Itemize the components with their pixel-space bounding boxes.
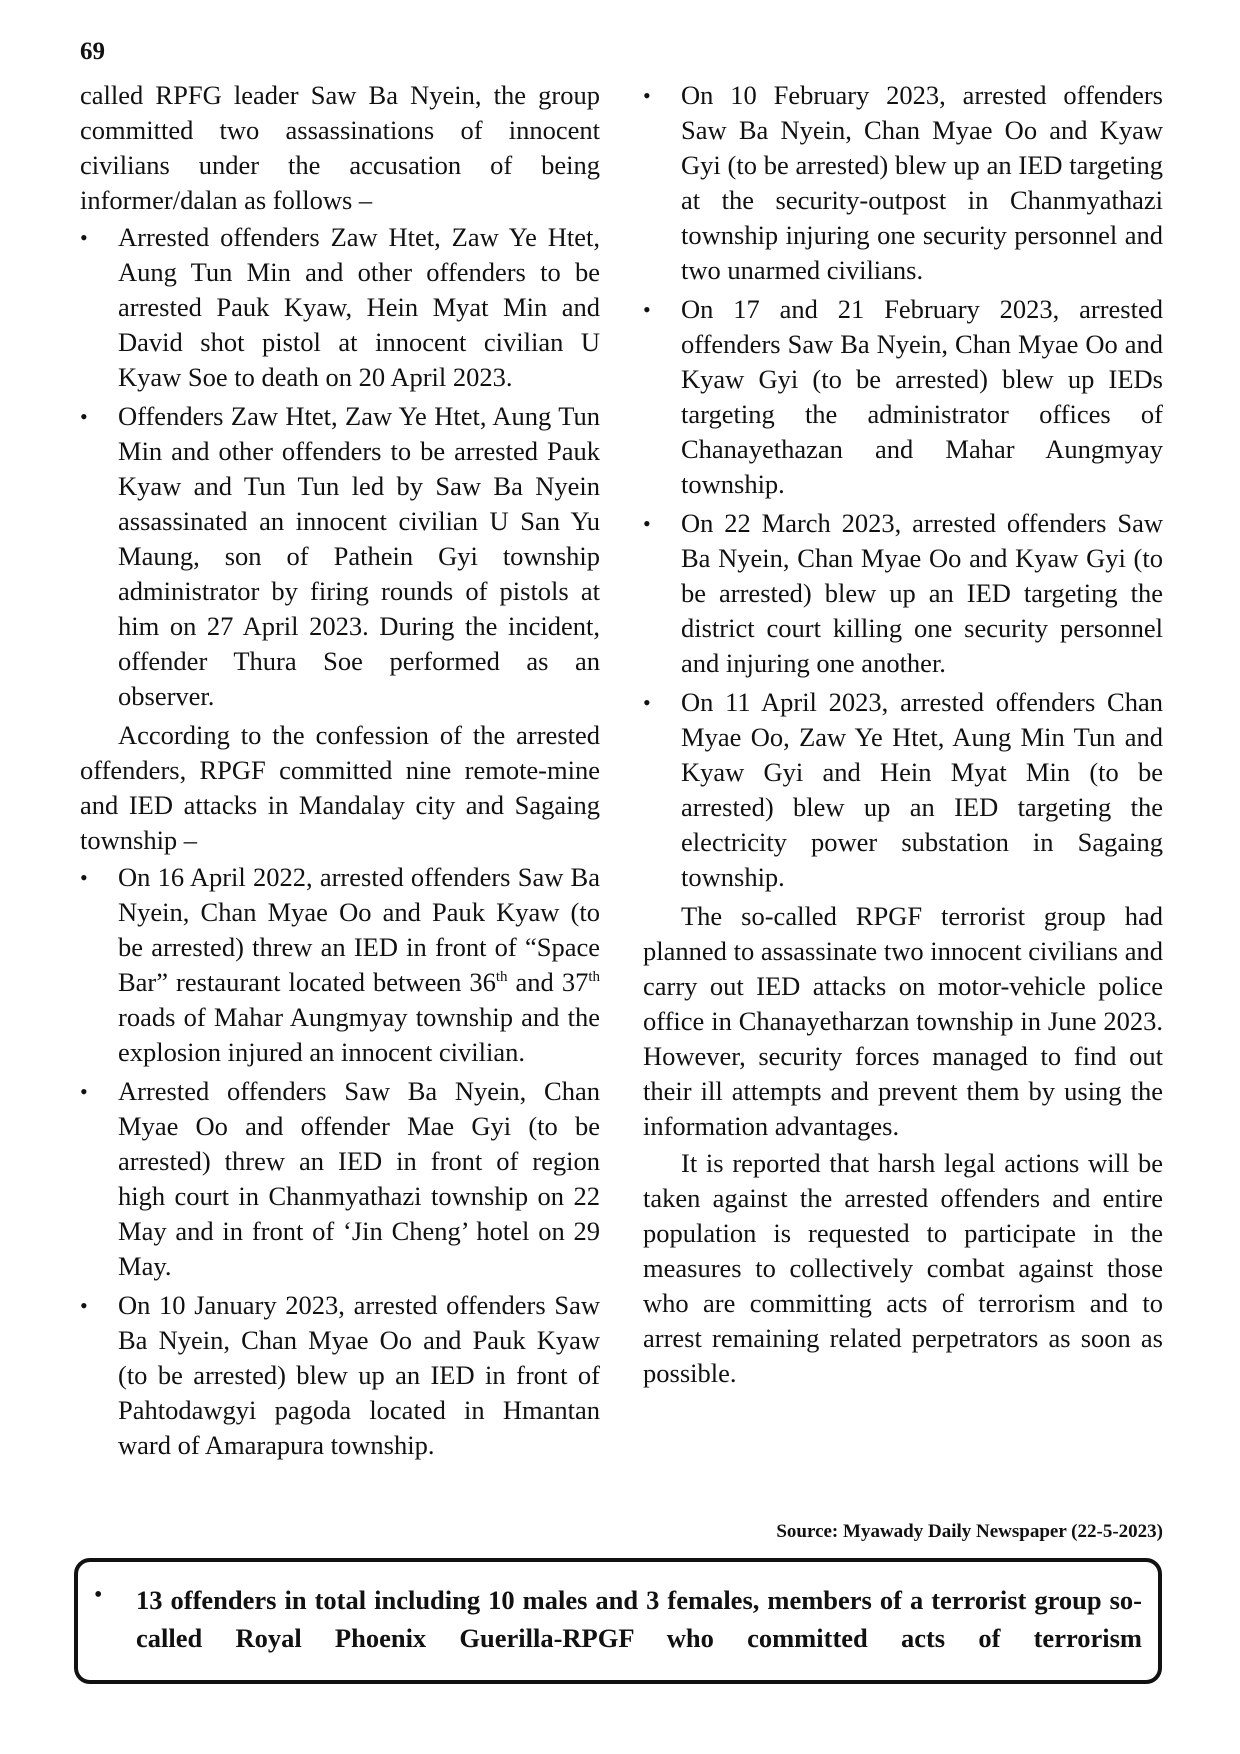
- list-item: [80, 860, 600, 1070]
- list-item: • Offenders Zaw Htet, Zaw Ye Htet, Aung Tun Min and other offenders to be arrested Pauk Kyaw and Tun Tun led by Saw Ba Nyein assassinated an innocent civilian U San Yu Maung, son of Pathein Gyi township administrator by firing rounds of pistols at him on 27 April 2023. During the incident, offender Thura Soe performed as an observer.: [80, 399, 600, 714]
- intro-paragraph: called RPFG leader Saw Ba Nyein, the group committed two assassinations of innocent civilians under the accusation of being informer/dalan as follows –: [80, 80, 600, 215]
- page-number: 69: [80, 38, 105, 65]
- caption-banner: [74, 1558, 1162, 1684]
- attack-text-before: On 16 April 2022, arrested offenders Saw Ba Nyein, Chan Myae Oo and Pauk Kyaw (to be arrested) threw an IED in front of “Space Bar” restaurant located between 36: [118, 862, 600, 997]
- list-item: • On 17 and 21 February 2023, arrested offenders Saw Ba Nyein, Chan Myae Oo and Kyaw Gyi (to be arrested) blew up IEDs targeting the administrator offices of Chanayethazan and Mahar Aungmyay township.: [643, 292, 1163, 502]
- attack-text-after: roads of Mahar Aungmyay township and the explosion injured an innocent civilian.: [118, 1002, 600, 1067]
- assassination-list: [80, 220, 600, 714]
- list-item: • Arrested offenders Zaw Htet, Zaw Ye Htet, Aung Tun Min and other offenders to be arrested Pauk Kyaw, Hein Myat Min and David shot pistol at innocent civilian U Kyaw Soe to death on 20 April 2023.: [80, 220, 600, 395]
- right-column: [643, 78, 1163, 1393]
- bullet-icon: •: [94, 1582, 103, 1608]
- list-item: • On 22 March 2023, arrested offenders Saw Ba Nyein, Chan Myae Oo and Kyaw Gyi (to be arrested) blew up an IED targeting the district court killing one security personnel and injuring one another.: [643, 506, 1163, 681]
- list-item: • Arrested offenders Saw Ba Nyein, Chan Myae Oo and offender Mae Gyi (to be arrested) threw an IED in front of region high court in Chanmyathazi township on 22 May and in front of ‘Jin Cheng’ hotel on 29 May.: [80, 1074, 600, 1284]
- banner-text: 13 offenders in total including 10 males and 3 females, members of a terrorist group so-called Royal Phoenix Guerilla-RPGF who committed acts of terrorism: [136, 1585, 1142, 1653]
- left-column: [80, 78, 600, 1467]
- list-item: • On 11 April 2023, arrested offenders Chan Myae Oo, Zaw Ye Htet, Aung Min Tun and Kyaw Gyi and Hein Myat Min (to be arrested) blew up an IED targeting the electricity power substation in Sagaing township.: [643, 685, 1163, 895]
- confession-paragraph: According to the confession of the arrested offenders, RPGF committed nine remote-mine and IED attacks in Mandalay city and Sagaing township –: [80, 720, 600, 855]
- attack-text-mid: and 37: [507, 967, 589, 997]
- legal-actions-paragraph: It is reported that harsh legal actions will be taken against the arrested offenders and entire population is requested to participate in the measures to collectively combat against those who are committing acts of terrorism and to arrest remaining related perpetrators as soon as possible.: [643, 1148, 1163, 1388]
- attack-list-left: [80, 860, 600, 1463]
- ordinal-suffix: th: [495, 969, 508, 986]
- source-citation: Source: Myawady Daily Newspaper (22-5-2023): [776, 1521, 1163, 1542]
- planned-attacks-paragraph: The so-called RPGF terrorist group had planned to assassinate two innocent civilians and carry out IED attacks on motor-vehicle police office in Chanayetharzan township in June 2023. However, security forces managed to find out their ill attempts and prevent them by using the information advantages.: [643, 901, 1163, 1141]
- attack-list-right: [643, 78, 1163, 895]
- ordinal-suffix: th: [588, 969, 600, 986]
- list-item: • On 10 February 2023, arrested offenders Saw Ba Nyein, Chan Myae Oo and Kyaw Gyi (to be arrested) blew up an IED targeting at the security-outpost in Chanmyathazi township injuring one security personnel and two unarmed civilians.: [643, 78, 1163, 288]
- list-item: • On 10 January 2023, arrested offenders Saw Ba Nyein, Chan Myae Oo and Pauk Kyaw (to be arrested) blew up an IED in front of Pahtodawgyi pagoda located in Hmantan ward of Amarapura township.: [80, 1288, 600, 1463]
